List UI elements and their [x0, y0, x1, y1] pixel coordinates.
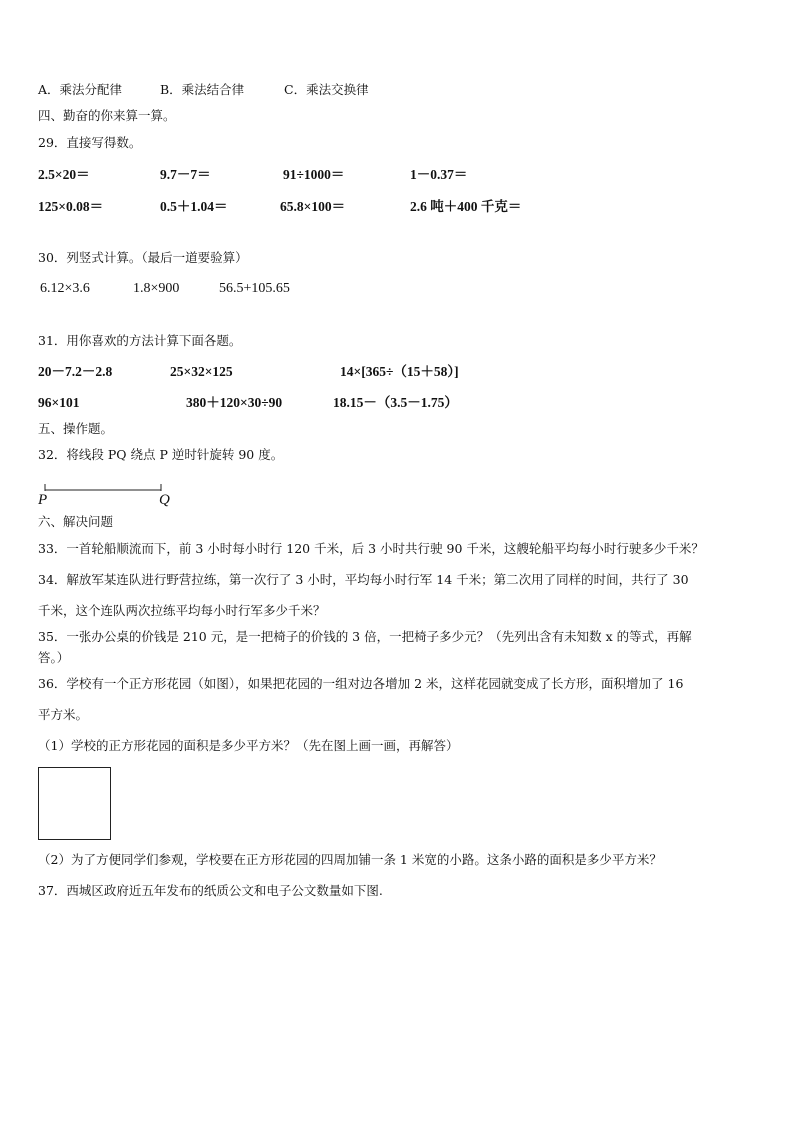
option-c: C．乘法交换律: [284, 82, 369, 97]
option-b: B．乘法结合律: [160, 82, 245, 97]
q30-item: 56.5+105.65: [219, 281, 290, 296]
q29-title: 29．直接写得数。: [38, 135, 142, 150]
q34-line1: 34．解放军某连队进行野营拉练，第一次行了 3 小时，平均每小时行军 14 千米；第二次用了同样的时间，共行了 30: [38, 572, 689, 587]
q31-item: 18.15－（3.5－1.75）: [333, 395, 458, 410]
point-q-label: Q: [159, 492, 170, 508]
q31-item: 25×32×125: [170, 364, 233, 379]
q36-line1: 36．学校有一个正方形花园（如图），如果把花园的一组对边各增加 2 米，这样花园就变成了长方形，面积增加了 16: [38, 676, 684, 691]
option-a: A．乘法分配律: [38, 82, 123, 97]
q36-sub1: （1）学校的正方形花园的面积是多少平方米？（先在图上画一画，再解答）: [38, 738, 459, 753]
q36-line2: 平方米。: [38, 707, 89, 722]
section-five-heading: 五、操作题。: [38, 421, 114, 436]
q29-item: 1－0.37＝: [410, 167, 468, 182]
q29-item: 2.6 吨＋400 千克＝: [410, 199, 522, 214]
q30-item: 1.8×900: [133, 281, 180, 296]
q36-sub2: （2）为了方便同学们参观，学校要在正方形花园的四周加铺一条 1 米宽的小路。这条小路的面积是多少平方米？: [38, 852, 662, 867]
q30-item: 6.12×3.6: [40, 281, 90, 296]
q30-title: 30．列竖式计算。（最后一道要验算）: [38, 250, 248, 265]
q33-text: 33．一首轮船顺流而下，前 3 小时每小时行 120 千米，后 3 小时共行驶 90 千米，这艘轮船平均每小时行驶多少千米？: [38, 541, 704, 556]
q32-title: 32．将线段 PQ 绕点 P 逆时针旋转 90 度。: [38, 447, 284, 462]
point-p-label: P: [38, 492, 48, 508]
q35-line2: 答。）: [38, 650, 70, 665]
q29-item: 9.7－7＝: [160, 167, 211, 182]
q34-line2: 千米，这个连队两次拉练平均每小时行军多少千米？: [38, 603, 326, 618]
q31-item: 380＋120×30÷90: [186, 395, 283, 410]
q31-item: 96×101: [38, 395, 80, 410]
q31-title: 31．用你喜欢的方法计算下面各题。: [38, 333, 242, 348]
q31-item: 20－7.2－2.8: [38, 364, 113, 379]
q29-item: 65.8×100＝: [280, 199, 346, 214]
q35-line1: 35．一张办公桌的价钱是 210 元，是一把椅子的价钱的 3 倍，一把椅子多少元？（先列出含有未知数 x 的等式，再解: [38, 629, 692, 644]
square-garden-figure: [38, 767, 111, 840]
section-four-heading: 四、勤奋的你来算一算。: [38, 108, 176, 123]
q29-item: 91÷1000＝: [283, 167, 345, 182]
q37-text: 37．西城区政府近五年发布的纸质公文和电子公文数量如下图.: [38, 883, 383, 898]
section-six-heading: 六、解决问题: [38, 514, 114, 529]
q31-item: 14×[365÷（15＋58）]: [340, 364, 459, 379]
q29-item: 0.5＋1.04＝: [160, 199, 228, 214]
q29-item: 125×0.08＝: [38, 199, 104, 214]
q29-item: 2.5×20＝: [38, 167, 90, 182]
